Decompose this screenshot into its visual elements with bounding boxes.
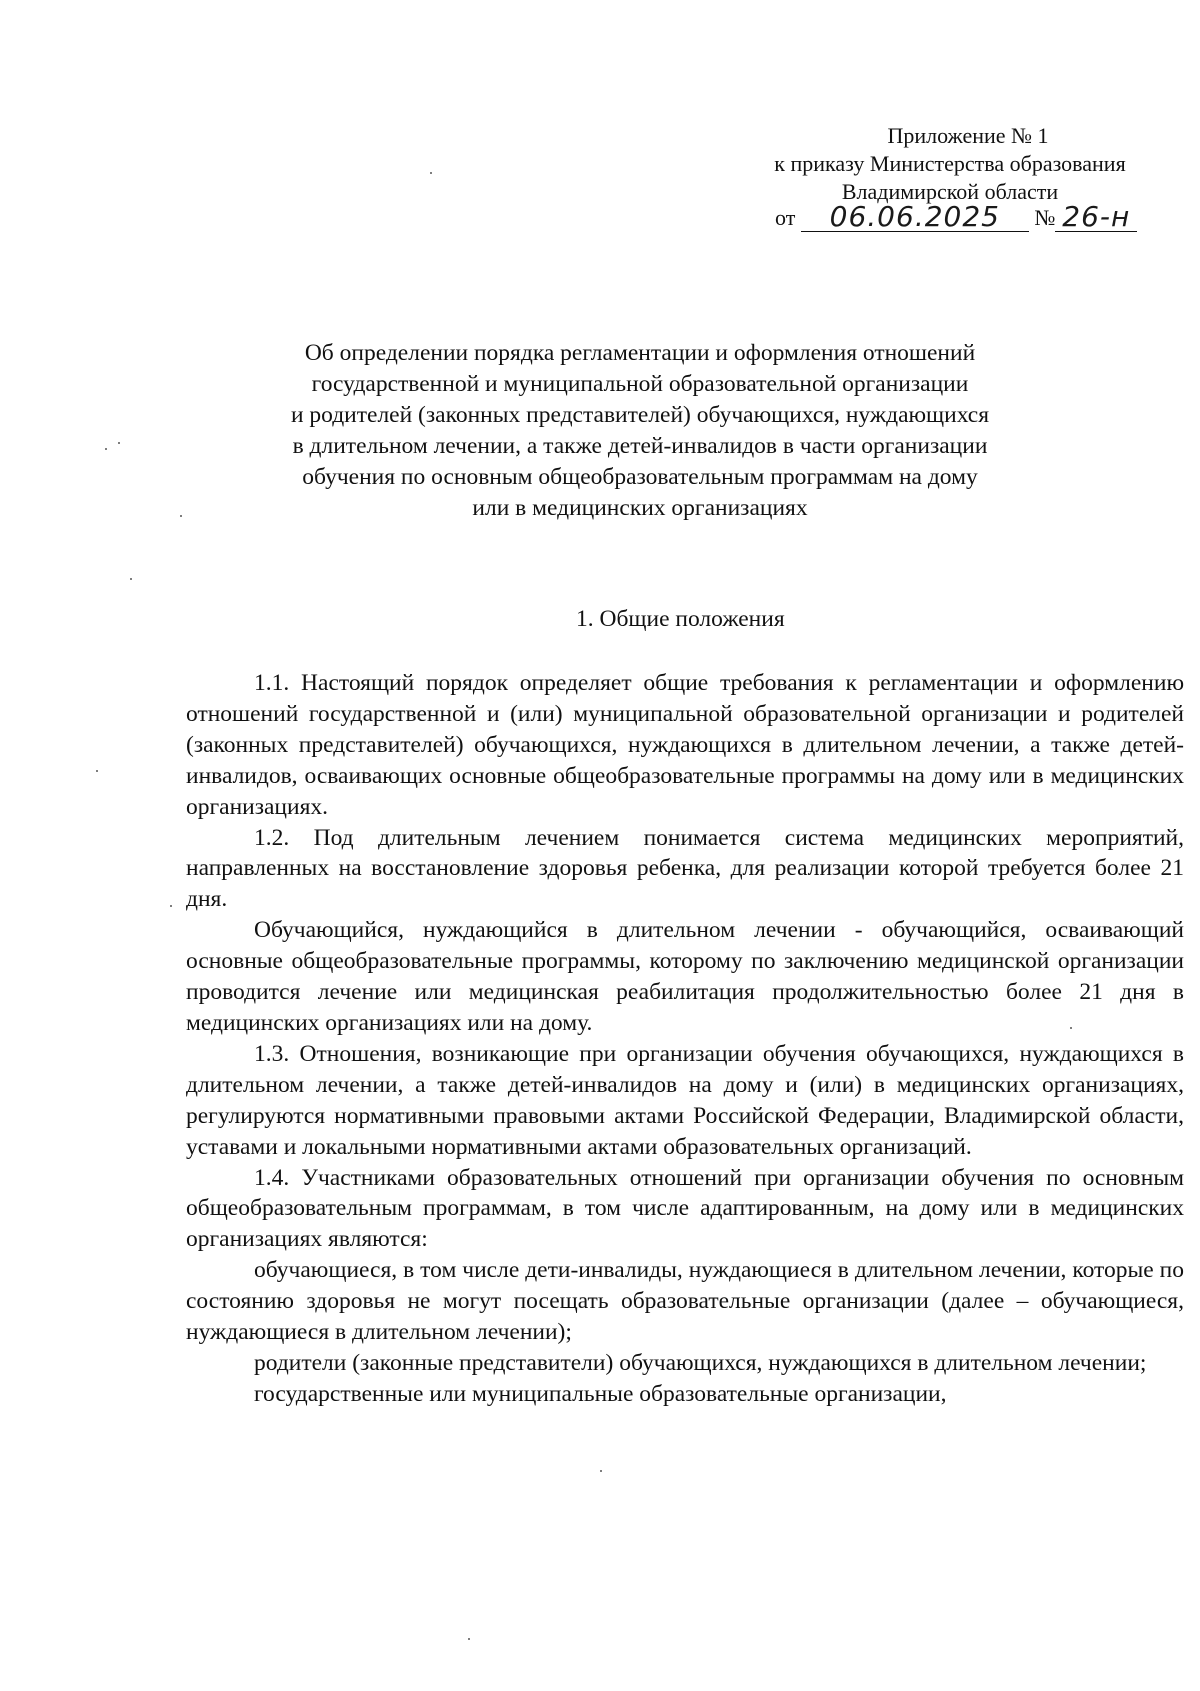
scan-speck (180, 515, 182, 517)
scan-speck (430, 172, 432, 174)
date-prefix: от (775, 205, 796, 230)
number-prefix: № (1034, 205, 1056, 230)
scan-speck (130, 578, 132, 580)
title-line: в длительном лечении, а также детей-инвалидов в части организации (292, 433, 988, 459)
scan-speck (1070, 1027, 1072, 1029)
appendix-title: Приложение № 1 (887, 123, 1049, 148)
title-line: государственной и муниципальной образовательной организации (311, 371, 969, 397)
order-date-number-line (775, 200, 1165, 243)
scan-speck (600, 1470, 602, 1472)
paragraph-1-2: 1.2. Под длительным лечением понимается система медицинских мероприятий, направленных на восстановление здоровья ребенка, для реализации которой требуется более 21 дня. (186, 824, 1184, 913)
list-item-parents: родители (законные представители) обучающихся, нуждающихся в длительном лечении; (254, 1349, 1147, 1376)
appendix-region: Владимирской области (841, 179, 1059, 204)
title-line: или в медицинских организациях (472, 495, 808, 521)
paragraph-1-3: 1.3. Отношения, возникающие при организации обучения обучающихся, нуждающихся в длительном лечении, а также детей-инвалидов на дому и (или) в медицинских организациях, регулируются нормативными правовыми актами Российской Федерации, Владимирской области, уставами и локальными нормативными актами образовательных организаций. (186, 1040, 1184, 1160)
title-line: обучения по основным общеобразовательным программам на дому (302, 464, 978, 490)
scan-speck (105, 448, 107, 450)
appendix-order-ref: к приказу Министерства образования (774, 151, 1126, 176)
handwritten-date: 06.06.2025 (801, 203, 1029, 232)
title-line: Об определении порядка регламентации и оформления отношений (304, 340, 976, 366)
appendix-header (740, 122, 1160, 206)
list-item-organizations: государственные или муниципальные образовательные организации, (254, 1380, 947, 1407)
paragraph-1-1: 1.1. Настоящий порядок определяет общие требования к регламентации и оформлению отношений государственной и (или) муниципальной образовательной организации и родителей (законных представителей) обучающихся, нуждающихся в длительном лечении, а также детей-инвалидов, осваивающих основные общеобразовательные программы на дому или в медицинских организациях. (186, 670, 1184, 820)
title-line: и родителей (законных представителей) обучающихся, нуждающихся (290, 402, 990, 428)
scan-speck (468, 1638, 470, 1640)
paragraph-definition: Обучающийся, нуждающийся в длительном лечении - обучающийся, осваивающий основные общеобразовательные программы, которому по заключению медицинской организации проводится лечение или медицинская реабилитация продолжительностью более 21 дня в медицинских организациях или на дому. (186, 917, 1184, 1036)
scan-speck (96, 770, 98, 772)
scan-speck (118, 442, 120, 444)
list-item-students: обучающиеся, в том числе дети-инвалиды, нуждающиеся в длительном лечении, которые по состоянию здоровья не могут посещать образовательные организации (далее – обучающиеся, нуждающиеся в длительном лечении); (186, 1257, 1184, 1346)
document-title (230, 338, 1050, 524)
document-body (186, 668, 1184, 1410)
scan-speck (170, 905, 172, 907)
paragraph-1-4: 1.4. Участниками образовательных отношений при организации обучения по основным общеобразовательным программам, в том числе адаптированным, на дому или в медицинских организациях являются: (186, 1164, 1184, 1253)
handwritten-number: 26-н (1055, 203, 1137, 232)
section-heading: 1. Общие положения (576, 606, 785, 632)
